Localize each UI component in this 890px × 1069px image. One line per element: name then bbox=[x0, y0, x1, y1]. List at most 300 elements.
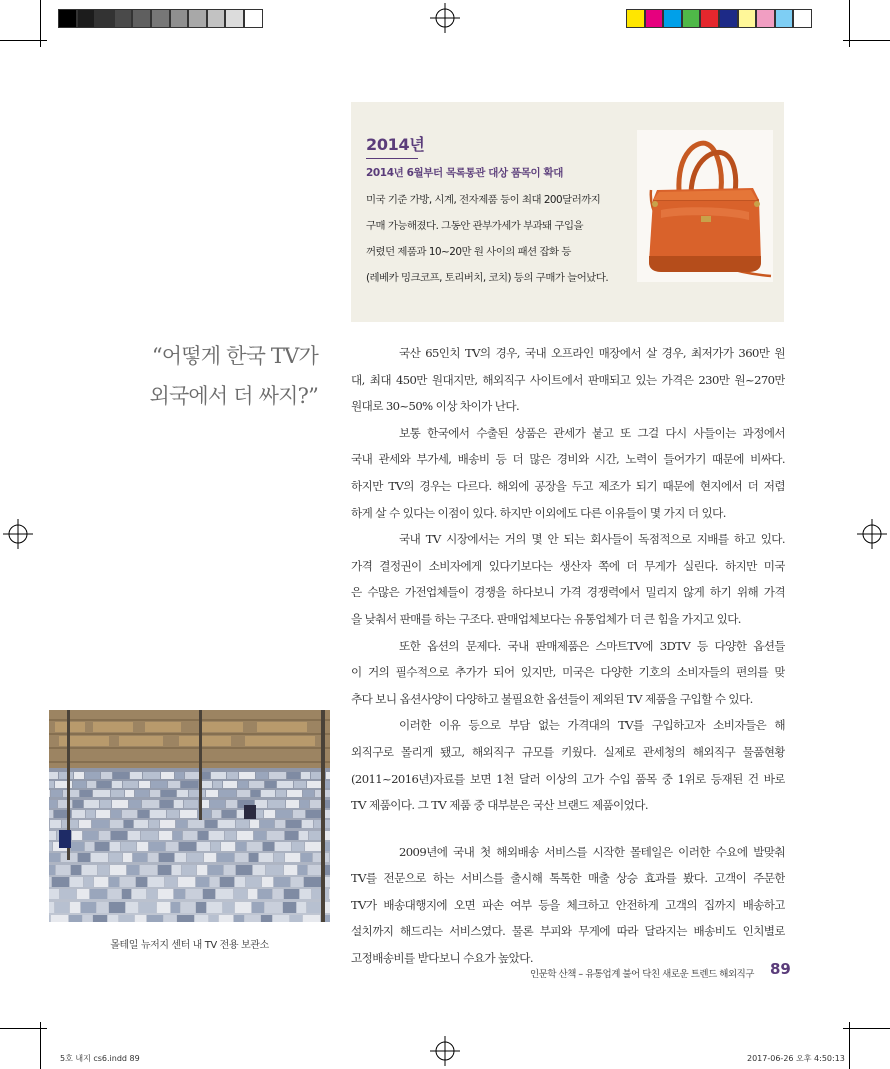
tv-box bbox=[133, 853, 147, 862]
tv-box bbox=[178, 877, 195, 887]
tv-box bbox=[259, 853, 273, 862]
tv-box bbox=[160, 800, 173, 808]
tv-box bbox=[286, 800, 299, 808]
tv-box bbox=[180, 810, 197, 818]
tv-box bbox=[254, 831, 266, 840]
pull-quote-line: 외국에서 더 싸지?” bbox=[149, 384, 318, 408]
tv-box bbox=[78, 853, 90, 862]
tv-box bbox=[72, 831, 82, 840]
tv-box bbox=[150, 810, 166, 818]
tv-box bbox=[119, 915, 134, 922]
body-line: 국내 관세와 부가세, 배송비 등 더 많은 경비와 시간, 노력이 들어가기 때문에 비싸다. bbox=[351, 452, 785, 467]
tv-box bbox=[59, 772, 73, 779]
color-swatch bbox=[58, 9, 77, 28]
tv-box bbox=[108, 915, 118, 922]
tv-box bbox=[49, 831, 56, 840]
tv-box bbox=[109, 853, 122, 862]
tv-box bbox=[148, 877, 164, 887]
color-swatch bbox=[756, 9, 775, 28]
tv-box bbox=[135, 915, 146, 922]
color-swatch bbox=[738, 9, 757, 28]
tv-box bbox=[325, 781, 330, 788]
slug-timestamp: 2017-06-26 오후 4:50:13 bbox=[747, 1054, 845, 1063]
tv-box bbox=[269, 772, 286, 779]
tv-box bbox=[268, 800, 285, 808]
tv-box bbox=[49, 800, 57, 808]
slug-filename: 5호 내지 cs6.indd 89 bbox=[60, 1054, 140, 1063]
tv-box bbox=[209, 831, 224, 840]
tv-box bbox=[143, 772, 160, 779]
tv-box bbox=[266, 865, 283, 875]
tv-box bbox=[284, 889, 299, 899]
tv-box bbox=[306, 810, 323, 818]
tv-box bbox=[73, 781, 86, 788]
tv-box bbox=[158, 889, 173, 899]
tv-box bbox=[109, 877, 119, 887]
tv-box bbox=[85, 772, 100, 779]
tv-box bbox=[49, 877, 51, 887]
tv-box bbox=[261, 915, 272, 922]
tv-box bbox=[211, 842, 220, 851]
tv-box bbox=[267, 831, 284, 840]
tv-box bbox=[91, 853, 108, 862]
tv-box bbox=[139, 902, 156, 913]
tv-box bbox=[122, 810, 137, 818]
tv-box bbox=[252, 902, 264, 913]
tv-box bbox=[221, 842, 235, 851]
tv-box bbox=[51, 790, 62, 797]
tv-box bbox=[302, 820, 313, 828]
tv-box bbox=[198, 831, 208, 840]
tv-box bbox=[149, 820, 159, 828]
tv-box bbox=[264, 810, 275, 818]
tv-box bbox=[141, 831, 158, 840]
body-line: 을 낮춰서 판매를 하는 구조다. 판매업체보다는 유통업체가 더 큰 힘을 가지고 있다. bbox=[351, 611, 741, 626]
sidebar-body-line: 구매 가능해졌다. 그동안 관부가세가 부과돼 구입을 bbox=[366, 220, 584, 232]
tv-box bbox=[183, 831, 197, 840]
color-swatch bbox=[700, 9, 719, 28]
tv-box bbox=[176, 820, 187, 828]
tv-box bbox=[179, 842, 196, 851]
tv-box bbox=[223, 902, 234, 913]
tv-box bbox=[211, 772, 226, 779]
tv-box bbox=[111, 810, 121, 818]
tv-box bbox=[235, 902, 251, 913]
tv-box bbox=[123, 781, 138, 788]
tv-box bbox=[49, 790, 50, 797]
tv-box bbox=[291, 877, 303, 887]
tv-box bbox=[239, 772, 255, 779]
tv-box bbox=[283, 902, 296, 913]
tv-box bbox=[95, 842, 109, 851]
tv-box bbox=[220, 877, 234, 887]
tv-box bbox=[175, 772, 184, 779]
tv-box bbox=[219, 915, 233, 922]
tv-box bbox=[113, 772, 129, 779]
tv-box bbox=[204, 853, 216, 862]
sidebar-body-line: 미국 기준 가방, 시계, 전자제품 등이 최대 200달러까지 bbox=[366, 194, 601, 206]
sidebar-rule bbox=[366, 158, 418, 159]
tv-box bbox=[111, 790, 124, 797]
tv-box bbox=[251, 790, 260, 797]
tv-box bbox=[294, 781, 306, 788]
tv-box bbox=[49, 865, 55, 875]
tv-box bbox=[51, 915, 68, 922]
tv-box bbox=[100, 800, 111, 808]
tv-box bbox=[224, 865, 235, 875]
color-swatch bbox=[244, 9, 263, 28]
color-swatch bbox=[114, 9, 133, 28]
tv-box bbox=[174, 889, 185, 899]
tv-box bbox=[261, 790, 275, 797]
tv-box bbox=[160, 820, 175, 828]
tv-box bbox=[77, 889, 89, 899]
tv-box bbox=[256, 772, 268, 779]
body-line: TV가 배송대행지에 오면 파손 여부 등을 체크하고 안전하게 고객의 집까지 배송하고 bbox=[351, 897, 785, 912]
sidebar-body-line: (레베카 밍크코프, 토리버치, 코치) 등의 구매가 늘어났다. bbox=[366, 272, 609, 284]
tv-box bbox=[147, 915, 163, 922]
body-line: 보통 한국에서 수출된 상품은 관세가 붙고 또 그걸 다시 사들이는 과정에서 bbox=[399, 425, 785, 440]
tv-box bbox=[235, 877, 245, 887]
tv-box bbox=[125, 790, 134, 797]
tv-box bbox=[186, 889, 202, 899]
tv-box bbox=[187, 853, 203, 862]
tv-box bbox=[238, 781, 248, 788]
body-line: 하게 살 수 있다는 이점이 있다. 하지만 이외에도 다른 이유들이 몇 가지 더 있다. bbox=[351, 505, 726, 520]
color-swatch bbox=[77, 9, 96, 28]
tv-box bbox=[255, 800, 267, 808]
tv-box bbox=[181, 781, 198, 788]
tv-box bbox=[275, 842, 291, 851]
body-line: TV를 전문으로 하는 서비스를 출시해 톡톡한 매출 상승 효과를 봤다. 고객이 주문한 bbox=[351, 871, 785, 886]
tv-box bbox=[301, 853, 312, 862]
tv-box bbox=[250, 820, 259, 828]
tv-box bbox=[111, 831, 127, 840]
color-swatch bbox=[225, 9, 244, 28]
tv-box bbox=[171, 902, 180, 913]
tv-box bbox=[73, 800, 83, 808]
tv-box bbox=[205, 820, 217, 828]
tv-box bbox=[209, 915, 218, 922]
color-swatch bbox=[170, 9, 189, 28]
tv-box bbox=[101, 772, 112, 779]
tv-box bbox=[96, 810, 110, 818]
color-swatch bbox=[151, 9, 170, 28]
color-swatch bbox=[207, 9, 226, 28]
color-swatch bbox=[626, 9, 645, 28]
tv-box bbox=[82, 865, 97, 875]
tv-box bbox=[309, 831, 323, 840]
tv-box bbox=[142, 800, 159, 808]
sidebar-info-box bbox=[351, 102, 784, 322]
tv-box bbox=[325, 800, 330, 808]
tv-box bbox=[172, 865, 181, 875]
tv-box bbox=[181, 902, 195, 913]
body-line: 추다 보니 옵션사양이 다양하고 불필요한 옵션들이 제외된 TV 제품을 구입할 수 있다. bbox=[351, 691, 753, 706]
tv-box bbox=[301, 772, 310, 779]
tv-box bbox=[197, 865, 207, 875]
tv-box bbox=[216, 889, 233, 899]
body-line: 가격 결정권이 소비자에게 있다기보다는 생산자 쪽에 더 무게가 실린다. 하지만 미국 bbox=[351, 558, 785, 573]
tv-box bbox=[165, 877, 177, 887]
tv-box bbox=[128, 831, 140, 840]
tv-box bbox=[150, 790, 160, 797]
tv-box bbox=[94, 877, 108, 887]
body-line: 은 수많은 가전업체들이 경쟁을 하다보니 가격 경쟁력에서 밀리지 않게 하기 위해 가격 bbox=[351, 585, 785, 600]
tv-box bbox=[97, 902, 108, 913]
color-swatch bbox=[775, 9, 794, 28]
tv-box bbox=[108, 889, 121, 899]
tv-box bbox=[312, 889, 328, 899]
tv-box bbox=[175, 853, 186, 862]
tv-box bbox=[110, 865, 126, 875]
tv-box bbox=[227, 772, 238, 779]
tv-box bbox=[222, 810, 236, 818]
tv-box bbox=[110, 820, 123, 828]
tv-box bbox=[129, 800, 141, 808]
tv-box bbox=[121, 842, 136, 851]
tv-box bbox=[83, 831, 98, 840]
tv-box bbox=[139, 781, 150, 788]
tv-box bbox=[135, 790, 149, 797]
registration-mark-right bbox=[857, 519, 887, 549]
tv-box bbox=[159, 831, 172, 840]
tv-box bbox=[196, 877, 209, 887]
tv-box bbox=[206, 790, 218, 797]
tv-box bbox=[72, 810, 85, 818]
tv-box bbox=[92, 820, 109, 828]
tv-box bbox=[249, 853, 258, 862]
tv-box bbox=[81, 902, 96, 913]
tv-box bbox=[52, 877, 69, 887]
tv-box bbox=[126, 902, 138, 913]
tv-box bbox=[284, 865, 297, 875]
article-body bbox=[351, 340, 785, 972]
handbag-photo bbox=[637, 130, 773, 282]
tv-box bbox=[276, 810, 292, 818]
tv-box bbox=[290, 915, 302, 922]
tv-box bbox=[273, 889, 283, 899]
sidebar-subtitle: 2014년 6월부터 목록통관 대상 품목이 확대 bbox=[366, 167, 563, 179]
tv-box bbox=[208, 865, 223, 875]
body-line: 국산 65인치 TV의 경우, 국내 오프라인 매장에서 살 경우, 최저가가 360만 원 bbox=[399, 346, 785, 360]
tv-box bbox=[275, 820, 285, 828]
tv-box bbox=[93, 915, 107, 922]
tv-box bbox=[49, 810, 53, 818]
tv-box bbox=[174, 800, 183, 808]
tv-box bbox=[274, 853, 284, 862]
registration-mark-bottom bbox=[430, 1036, 460, 1066]
tv-box bbox=[93, 790, 110, 797]
sidebar-year: 2014년 bbox=[366, 135, 425, 154]
tv-box bbox=[161, 790, 176, 797]
tv-box bbox=[285, 831, 298, 840]
tv-box bbox=[285, 853, 300, 862]
tv-box bbox=[74, 772, 84, 779]
tv-box bbox=[49, 853, 60, 862]
tv-box bbox=[299, 831, 308, 840]
color-swatch bbox=[645, 9, 664, 28]
tv-box bbox=[120, 877, 135, 887]
tv-box bbox=[258, 889, 272, 899]
tv-box bbox=[83, 915, 92, 922]
tv-box bbox=[134, 820, 148, 828]
tv-box bbox=[213, 781, 222, 788]
tv-box bbox=[307, 902, 321, 913]
tv-box bbox=[195, 915, 208, 922]
tv-box bbox=[97, 781, 111, 788]
tv-box bbox=[49, 915, 50, 922]
tv-box bbox=[123, 853, 132, 862]
tv-box bbox=[50, 820, 61, 828]
tv-box bbox=[138, 810, 149, 818]
tv-box bbox=[177, 915, 194, 922]
tv-box bbox=[189, 790, 205, 797]
page-number: 89 bbox=[770, 960, 791, 978]
tv-box bbox=[260, 820, 274, 828]
tv-box bbox=[168, 781, 180, 788]
body-line: 국내 TV 시장에서는 거의 몇 안 되는 회사들이 독점적으로 지배를 하고 있다. bbox=[399, 532, 785, 547]
tv-box bbox=[196, 902, 206, 913]
tv-box bbox=[248, 889, 257, 899]
tv-box bbox=[303, 790, 314, 797]
tv-box bbox=[157, 902, 170, 913]
tv-box bbox=[217, 853, 234, 862]
process-color-bar bbox=[626, 9, 812, 28]
tv-box bbox=[249, 781, 264, 788]
tv-box bbox=[305, 842, 322, 851]
tv-box bbox=[300, 800, 309, 808]
tv-box bbox=[86, 810, 95, 818]
tv-box bbox=[329, 889, 330, 899]
tv-box bbox=[149, 842, 165, 851]
photo-caption: 몰테일 뉴저지 센터 내 TV 전용 보관소 bbox=[110, 940, 269, 951]
color-swatch bbox=[132, 9, 151, 28]
tv-box bbox=[265, 902, 282, 913]
body-line: 외직구로 몰리게 됐고, 해외직구 규모를 키웠다. 실제로 관세청의 해외직구 물품현황 bbox=[351, 744, 785, 759]
body-line: 설치까지 해드리는 서비스였다. 물론 부피와 무게에 따라 달라지는 배송비도 인치별로 bbox=[351, 924, 785, 939]
tv-box bbox=[292, 842, 304, 851]
tv-box bbox=[55, 902, 69, 913]
tv-box bbox=[304, 877, 321, 887]
tv-box bbox=[273, 915, 289, 922]
tv-box bbox=[158, 865, 171, 875]
tv-box bbox=[99, 831, 110, 840]
tv-box bbox=[226, 800, 237, 808]
body-line: 2009년에 국내 첫 해외배송 서비스를 시작한 몰테일은 이러한 수요에 발맞춰 bbox=[399, 844, 785, 859]
tv-box bbox=[60, 889, 76, 899]
pull-quote bbox=[118, 336, 318, 416]
body-line: (2011~2016년)자료를 보면 1천 달러 이상의 고가 수입 품목 중 1위로 등재된 건 바로 bbox=[351, 771, 785, 786]
registration-mark-left bbox=[3, 519, 33, 549]
tv-box bbox=[263, 842, 274, 851]
tv-box bbox=[87, 781, 96, 788]
color-swatch bbox=[188, 9, 207, 28]
tv-box bbox=[236, 865, 252, 875]
tv-box bbox=[85, 842, 94, 851]
tv-box bbox=[298, 865, 307, 875]
color-swatch bbox=[663, 9, 682, 28]
tv-box bbox=[69, 915, 82, 922]
tv-box bbox=[223, 781, 237, 788]
body-line: 이러한 이유 등으로 부담 없는 가격대의 TV를 구입하고자 소비자들은 해 bbox=[399, 718, 785, 733]
tv-box bbox=[210, 877, 219, 887]
tv-box bbox=[70, 877, 83, 887]
tv-box bbox=[49, 889, 59, 899]
tv-box bbox=[84, 877, 93, 887]
tv-box bbox=[197, 842, 210, 851]
tv-box bbox=[293, 810, 305, 818]
tv-box bbox=[109, 902, 125, 913]
tv-box bbox=[297, 902, 306, 913]
tv-box bbox=[236, 820, 249, 828]
tv-box bbox=[274, 877, 290, 887]
tv-box bbox=[79, 820, 91, 828]
tv-box bbox=[71, 842, 84, 851]
tv-box bbox=[287, 790, 302, 797]
tv-box bbox=[159, 853, 174, 862]
tv-box bbox=[49, 772, 58, 779]
tv-box bbox=[80, 790, 92, 797]
tv-box bbox=[173, 831, 182, 840]
tv-box bbox=[161, 772, 174, 779]
tv-box bbox=[49, 902, 54, 913]
registration-mark-top bbox=[430, 3, 460, 33]
tv-box bbox=[136, 877, 147, 887]
tv-box bbox=[63, 790, 79, 797]
warehouse-photo bbox=[49, 710, 330, 922]
running-footer: 인문학 산책 – 유통업계 불어 닥친 새로운 트렌드 해외직구 bbox=[530, 969, 754, 980]
tv-box bbox=[188, 820, 204, 828]
tv-box bbox=[235, 853, 248, 862]
tv-box bbox=[277, 781, 293, 788]
body-line: 또한 옵션의 문제다. 국내 판매제품은 스마트TV에 3DTV 등 다양한 옵션들 bbox=[399, 638, 785, 653]
color-swatch bbox=[682, 9, 701, 28]
tv-box bbox=[245, 915, 260, 922]
tv-box bbox=[210, 800, 225, 808]
tv-box bbox=[132, 889, 146, 899]
tv-box bbox=[185, 772, 199, 779]
tv-box bbox=[140, 865, 157, 875]
body-line: 원대로 30~50% 이상 차이가 난다. bbox=[351, 399, 520, 414]
color-swatch bbox=[793, 9, 812, 28]
tv-box bbox=[70, 902, 80, 913]
tv-box bbox=[112, 800, 128, 808]
tv-box bbox=[246, 877, 261, 887]
tv-box bbox=[237, 790, 250, 797]
tv-box bbox=[147, 889, 157, 899]
tv-box bbox=[308, 865, 322, 875]
tv-box bbox=[177, 790, 188, 797]
tv-box bbox=[247, 842, 262, 851]
tv-box bbox=[49, 842, 52, 851]
tv-box bbox=[212, 810, 221, 818]
color-swatch bbox=[719, 9, 738, 28]
tv-box bbox=[84, 800, 99, 808]
tv-box bbox=[122, 889, 131, 899]
body-line: 고정배송비를 받다보니 수요가 높았다. bbox=[351, 951, 533, 966]
tv-box bbox=[112, 781, 122, 788]
tv-box bbox=[167, 810, 179, 818]
sidebar-body bbox=[366, 187, 634, 291]
tv-box bbox=[71, 865, 81, 875]
tv-box bbox=[166, 842, 178, 851]
tv-box bbox=[151, 781, 167, 788]
pull-quote-line: “어떻게 한국 TV가 bbox=[151, 344, 318, 368]
tv-box bbox=[234, 889, 247, 899]
tv-box bbox=[236, 842, 246, 851]
tv-box bbox=[110, 842, 120, 851]
